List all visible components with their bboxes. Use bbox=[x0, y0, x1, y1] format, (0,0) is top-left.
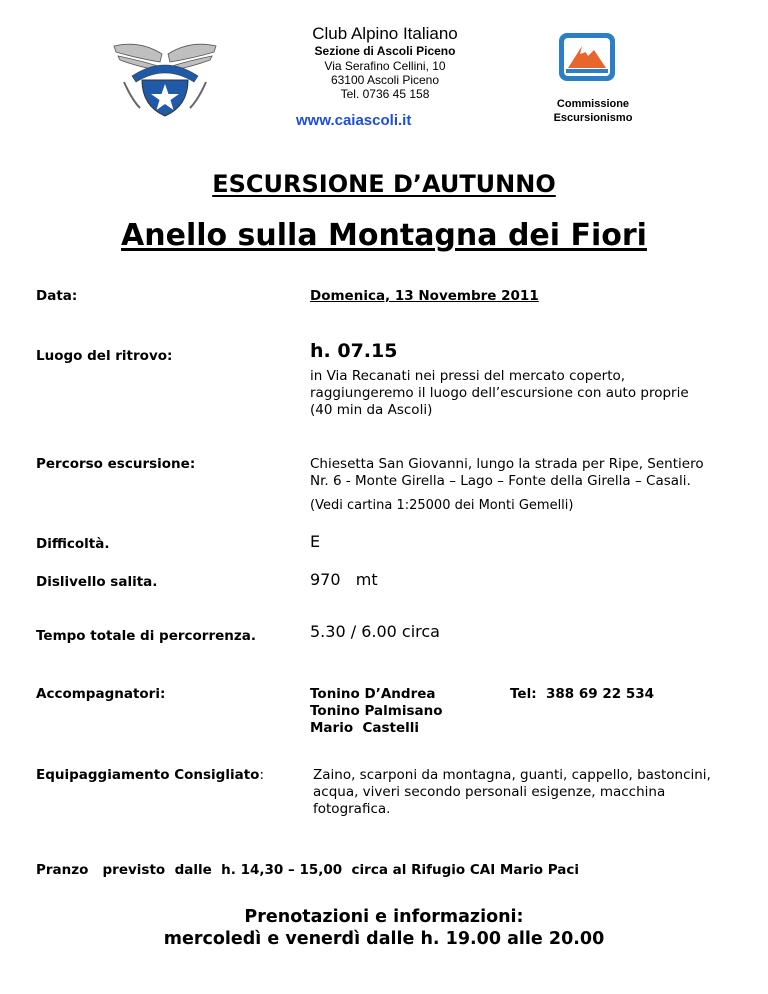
dislivello-value: 970 mt bbox=[310, 570, 378, 589]
tempo-value: 5.30 / 6.00 circa bbox=[310, 622, 440, 641]
equip-colon: : bbox=[259, 767, 264, 783]
equip-label bbox=[36, 767, 264, 783]
tempo-label: Tempo totale di percorrenza. bbox=[36, 628, 256, 644]
footer-line1: Prenotazioni e informazioni: bbox=[244, 907, 524, 927]
commission-line1: Commissione bbox=[556, 98, 630, 110]
footer-line2: mercoledì e venerdì dalle h. 19.00 alle 20.00 bbox=[163, 929, 605, 949]
equip-line: fotografica. bbox=[313, 801, 391, 817]
dislivello-label: Dislivello salita. bbox=[36, 574, 158, 590]
guide-name: Tonino Palmisano bbox=[310, 703, 443, 719]
ritrovo-label: Luogo del ritrovo: bbox=[36, 348, 173, 364]
website-link[interactable]: www.caiascoli.it bbox=[296, 112, 412, 129]
ritrovo-line: raggiungeremo il luogo dell’escursione con auto proprie bbox=[310, 385, 689, 401]
equip-details bbox=[313, 767, 743, 818]
percorso-line: Chiesetta San Giovanni, lungo la strada per Ripe, Sentiero bbox=[310, 456, 704, 472]
pranzo-line: Pranzo previsto dalle h. 14,30 – 15,00 circa al Rifugio CAI Mario Paci bbox=[36, 862, 580, 878]
phone: Tel. 0736 45 158 bbox=[340, 87, 430, 101]
ritrovo-details bbox=[310, 368, 730, 419]
percorso-note: (Vedi cartina 1:25000 dei Monti Gemelli) bbox=[310, 498, 574, 513]
difficolta-label: Difficoltà. bbox=[36, 536, 110, 552]
cai-logo bbox=[110, 36, 220, 120]
city: 63100 Ascoli Piceno bbox=[330, 73, 440, 87]
equip-label-text: Equipaggiamento Consigliato bbox=[36, 767, 260, 783]
equip-line: Zaino, scarponi da montagna, guanti, cappello, bastoncini, bbox=[313, 767, 711, 783]
accompagnatori-list bbox=[310, 686, 443, 737]
page-title: ESCURSIONE D’AUTUNNO bbox=[212, 170, 556, 198]
org-name: Club Alpino Italiano bbox=[312, 24, 458, 43]
footer-info bbox=[0, 906, 768, 950]
data-value: Domenica, 13 Novembre 2011 bbox=[310, 288, 539, 304]
guide-name: Tonino D’Andrea bbox=[310, 686, 436, 702]
logo-band bbox=[132, 65, 198, 82]
percorso-details bbox=[310, 456, 730, 490]
accompagnatori-label: Accompagnatori: bbox=[36, 686, 166, 702]
commission-label bbox=[538, 97, 648, 125]
ritrovo-time: h. 07.15 bbox=[310, 340, 398, 362]
percorso-label: Percorso escursione: bbox=[36, 456, 196, 472]
difficolta-value: E bbox=[310, 532, 321, 551]
guide-name: Mario Castelli bbox=[310, 720, 420, 736]
data-label: Data: bbox=[36, 288, 78, 304]
section-name: Sezione di Ascoli Piceno bbox=[314, 44, 456, 58]
commission-line2: Escursionismo bbox=[553, 112, 633, 124]
equip-line: acqua, viveri secondo personali esigenze, macchina bbox=[313, 784, 666, 800]
percorso-line: Nr. 6 - Monte Girella – Lago – Fonte della Girella – Casali. bbox=[310, 473, 691, 489]
ritrovo-line: (40 min da Ascoli) bbox=[310, 402, 433, 418]
ritrovo-line: in Via Recanati nei pressi del mercato coperto, bbox=[310, 368, 626, 384]
commission-badge-icon bbox=[558, 32, 616, 82]
guide-phone: Tel: 388 69 22 534 bbox=[510, 686, 655, 702]
header-block bbox=[240, 24, 530, 101]
address: Via Serafino Cellini, 10 bbox=[324, 59, 446, 73]
page-subtitle: Anello sulla Montagna dei Fiori bbox=[121, 218, 647, 253]
